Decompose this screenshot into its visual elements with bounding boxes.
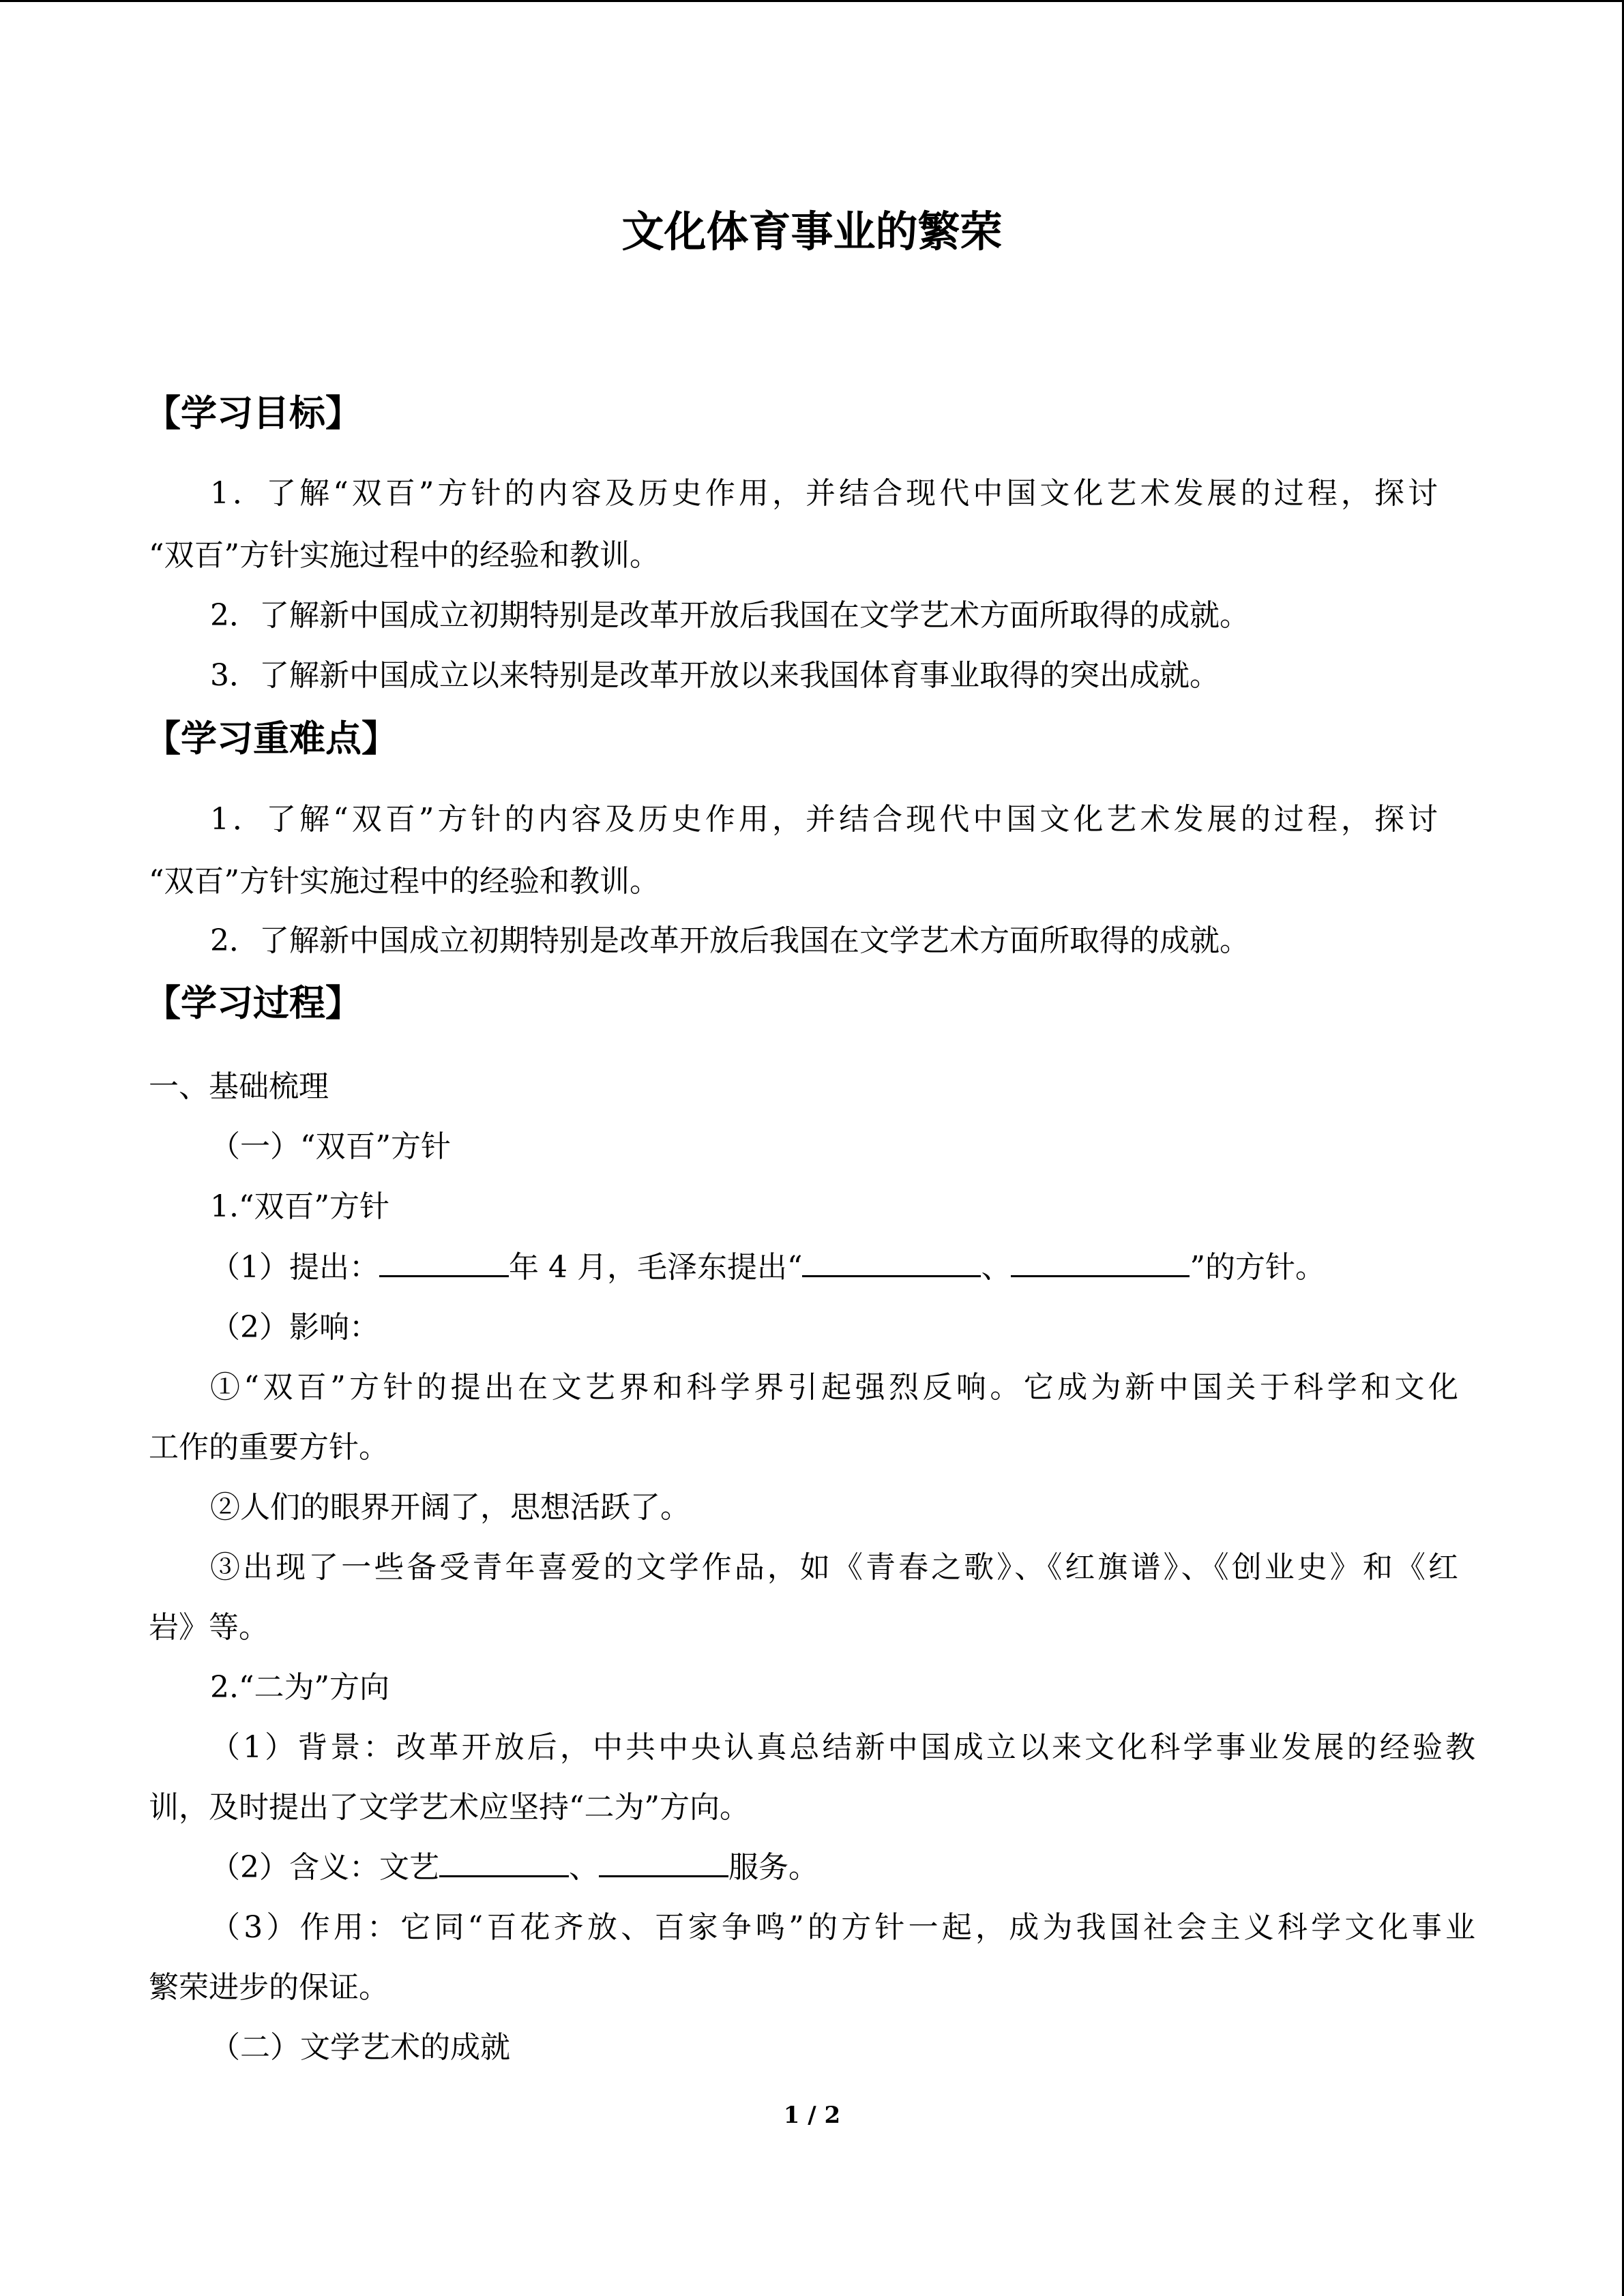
propose-line bbox=[210, 1247, 1325, 1288]
goal-item-2: 2．了解新中国成立初期特别是改革开放后我国在文学艺术方面所取得的成就。 bbox=[210, 598, 1250, 633]
influence-1-line-1: ①“双百”方针的提出在文艺界和科学界引起强烈反响。它成为新中国关于科学和文化 bbox=[210, 1370, 1458, 1405]
goal-item-1-line-1: 1．了解“双百”方针的内容及历史作用，并结合现代中国文化艺术发展的过程，探讨 bbox=[210, 476, 1438, 511]
page-number: 1 / 2 bbox=[783, 2102, 841, 2129]
influence-3-line-1: ③出现了一些备受青年喜爱的文学作品，如《青春之歌》、《红旗谱》、《创业史》和《红 bbox=[210, 1550, 1458, 1585]
shuangbai-title: 1.“双百”方针 bbox=[210, 1189, 389, 1224]
meaning-line bbox=[210, 1847, 818, 1888]
blank-year[interactable] bbox=[379, 1248, 509, 1277]
blank-policy-2[interactable] bbox=[1011, 1248, 1190, 1277]
erwei-title: 2.“二为”方向 bbox=[210, 1670, 389, 1705]
propose-sep: 、 bbox=[981, 1250, 1012, 1285]
process-heading: 【学习过程】 bbox=[145, 983, 361, 1024]
meaning-prefix: （2）含义：文艺 bbox=[210, 1850, 439, 1885]
key-point-2: 2．了解新中国成立初期特别是改革开放后我国在文学艺术方面所取得的成就。 bbox=[210, 923, 1250, 958]
influence-2: ②人们的眼界开阔了，思想活跃了。 bbox=[210, 1490, 690, 1525]
subsection-2-heading: （二）文学艺术的成就 bbox=[210, 2030, 510, 2065]
goals-heading: 【学习目标】 bbox=[145, 393, 361, 434]
key-point-1-line-1: 1．了解“双百”方针的内容及历史作用，并结合现代中国文化艺术发展的过程，探讨 bbox=[210, 802, 1438, 837]
blank-meaning-1[interactable] bbox=[439, 1848, 569, 1877]
background-line-1: （1）背景：改革开放后，中共中央认真总结新中国成立以来文化科学事业发展的经验教 bbox=[210, 1730, 1475, 1765]
key-point-1-line-2: “双百”方针实施过程中的经验和教训。 bbox=[149, 864, 660, 899]
influence-1-line-2: 工作的重要方针。 bbox=[149, 1430, 389, 1465]
part-1-heading: 一、基础梳理 bbox=[149, 1069, 329, 1104]
page-title: 文化体育事业的繁荣 bbox=[621, 207, 1003, 256]
blank-policy-1[interactable] bbox=[802, 1248, 981, 1277]
propose-mid: 年 4 月，毛泽东提出“ bbox=[509, 1250, 803, 1285]
propose-end: ”的方针。 bbox=[1190, 1250, 1325, 1285]
subsection-1-heading: （一）“双百”方针 bbox=[210, 1129, 451, 1164]
meaning-sep: 、 bbox=[569, 1850, 599, 1885]
blank-meaning-2[interactable] bbox=[599, 1848, 728, 1877]
effect-line-2: 繁荣进步的保证。 bbox=[149, 1970, 389, 2005]
background-line-2: 训，及时提出了文学艺术应坚持“二为”方向。 bbox=[149, 1790, 750, 1825]
effect-line-1: （3）作用：它同“百花齐放、百家争鸣”的方针一起，成为我国社会主义科学文化事业 bbox=[210, 1910, 1475, 1945]
goal-item-1-line-2: “双百”方针实施过程中的经验和教训。 bbox=[149, 538, 660, 573]
goal-item-3: 3．了解新中国成立以来特别是改革开放以来我国体育事业取得的突出成就。 bbox=[210, 658, 1220, 693]
propose-prefix: （1）提出： bbox=[210, 1250, 379, 1285]
influence-heading: （2）影响： bbox=[210, 1310, 379, 1345]
key-points-heading: 【学习重难点】 bbox=[145, 718, 398, 760]
meaning-end: 服务。 bbox=[728, 1850, 818, 1885]
page-border-top bbox=[0, 0, 1624, 2]
influence-3-line-2: 岩》等。 bbox=[149, 1610, 269, 1645]
